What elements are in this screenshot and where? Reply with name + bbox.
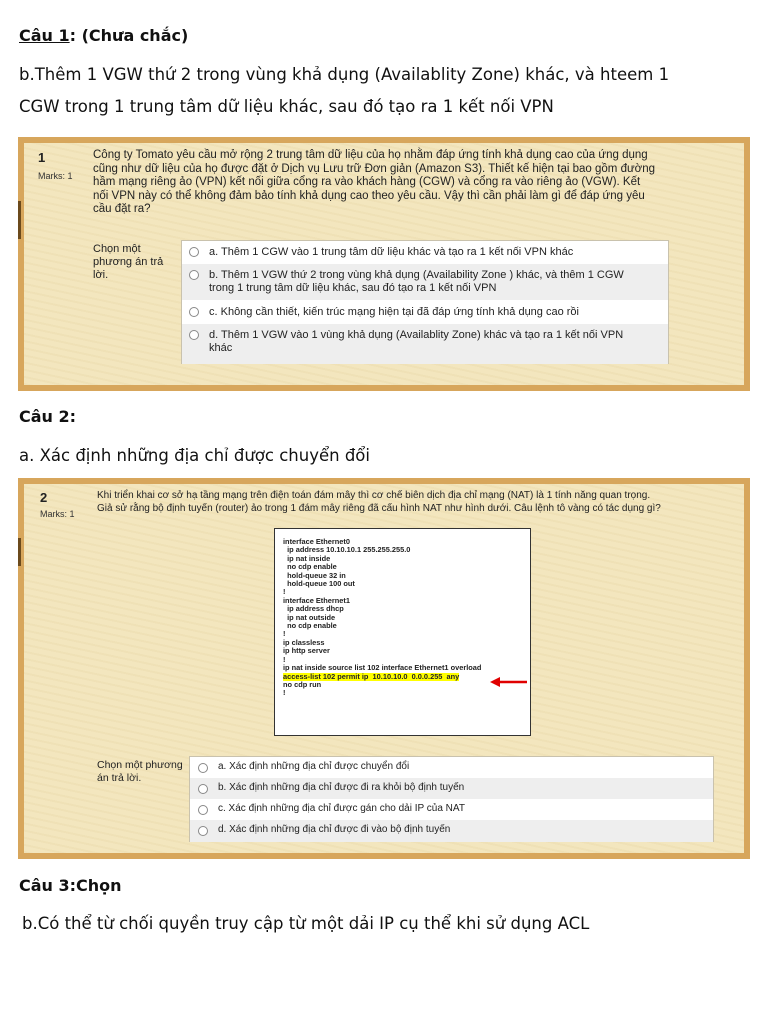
question-text-line: nối VPN này có thể không đảm bảo tính khả dụng cao theo yêu cầu. Vậy thì cần phải làm gì để đáp ứng yêu bbox=[93, 189, 645, 202]
q2-heading: Câu 2: bbox=[19, 407, 77, 426]
options-list bbox=[189, 756, 714, 842]
option-label-line: b. Thêm 1 VGW thứ 2 trong vùng khả dụng (Availability Zone ) khác, và thêm 1 CGW bbox=[209, 269, 624, 281]
answer-prompt-line: Chọn một phương bbox=[97, 759, 183, 771]
option-a[interactable] bbox=[182, 241, 668, 263]
question-text bbox=[93, 149, 655, 217]
answer-prompt bbox=[93, 243, 163, 282]
option-b[interactable] bbox=[182, 264, 668, 300]
code-line: interface Ethernet1 bbox=[283, 595, 350, 605]
option-label: a. Thêm 1 CGW vào 1 trung tâm dữ liệu khác và tạo ra 1 kết nối VPN khác bbox=[209, 246, 574, 258]
code-line: hold-queue 100 out bbox=[283, 579, 355, 589]
option-label-line: trong 1 trung tâm dữ liệu khác, sau đó tạo ra 1 kết nối VPN bbox=[209, 281, 497, 294]
code-line: no cdp enable bbox=[283, 621, 337, 631]
question-number: 2 bbox=[40, 490, 48, 505]
code-line: ip nat inside bbox=[283, 553, 331, 563]
q1-heading bbox=[19, 26, 188, 45]
code-line: ip address 10.10.10.1 255.255.255.0 bbox=[283, 545, 411, 555]
option-label bbox=[209, 329, 623, 354]
radio-button[interactable] bbox=[189, 270, 199, 280]
code-line: ip http server bbox=[283, 646, 330, 656]
answer-prompt bbox=[97, 759, 183, 785]
question-marks: Marks: 1 bbox=[38, 171, 73, 181]
option-label bbox=[209, 269, 624, 294]
option-c[interactable] bbox=[190, 799, 713, 820]
code-line: no cdp enable bbox=[283, 562, 337, 572]
question-text-line: hầm mạng riêng ảo (VPN) kết nối giữa cổng ra vào khách hàng (CGW) và cổng ra vào riêng ảo (VGW). Kết bbox=[93, 176, 641, 188]
radio-button[interactable] bbox=[189, 307, 199, 317]
option-label: d. Xác định những địa chỉ được đi vào bộ định tuyến bbox=[218, 824, 451, 835]
q2-answer: a. Xác định những địa chỉ được chuyển đổi bbox=[19, 446, 370, 465]
option-label: b. Xác định những địa chỉ được đi ra khỏi bộ định tuyến bbox=[218, 782, 465, 793]
question-marks: Marks: 1 bbox=[40, 509, 75, 519]
answer-prompt-line: phương án trả bbox=[93, 256, 164, 268]
option-label-line: khác bbox=[209, 341, 233, 354]
answer-prompt-line: Chọn một bbox=[93, 243, 141, 255]
code-line: ! bbox=[283, 629, 286, 639]
panel-left-marker bbox=[18, 201, 21, 239]
q1-heading-label: Câu 1 bbox=[19, 26, 70, 45]
q2-panel bbox=[18, 478, 750, 859]
radio-button[interactable] bbox=[198, 784, 208, 794]
answer-prompt-line: lời. bbox=[93, 269, 109, 281]
option-label: c. Xác định những địa chỉ được gán cho dải IP của NAT bbox=[218, 803, 465, 814]
code-line: ip nat outside bbox=[283, 612, 336, 622]
option-c[interactable] bbox=[182, 301, 668, 323]
nat-config-figure bbox=[274, 528, 531, 736]
option-b[interactable] bbox=[190, 778, 713, 799]
option-label: c. Không cần thiết, kiến trúc mạng hiện tại đã đáp ứng tính khả dụng cao rồi bbox=[209, 306, 579, 318]
q1-panel bbox=[18, 137, 750, 391]
code-line: interface Ethernet0 bbox=[283, 537, 350, 546]
radio-button[interactable] bbox=[198, 805, 208, 815]
q1-heading-rest: : (Chưa chắc) bbox=[69, 26, 189, 45]
radio-button[interactable] bbox=[198, 826, 208, 836]
q1-answer-line2: CGW trong 1 trung tâm dữ liệu khác, sau đó tạo ra 1 kết nối VPN bbox=[19, 97, 554, 116]
radio-button[interactable] bbox=[198, 763, 208, 773]
question-text-line: cũng như dữ liệu của họ được đặt ở Dịch vụ Lưu trữ Đơn giản (Amazon S3). Thiết kế hiện tại bao gồm đường bbox=[93, 162, 655, 175]
radio-button[interactable] bbox=[189, 247, 199, 257]
q3-answer: b.Có thể từ chối quyền truy cập từ một dải IP cụ thể khi sử dụng ACL bbox=[22, 914, 590, 933]
option-label-line: d. Thêm 1 VGW vào 1 vùng khả dụng (Availablity Zone) khác và tạo ra 1 kết nối VPN bbox=[209, 329, 624, 341]
radio-button[interactable] bbox=[189, 330, 199, 340]
option-d[interactable] bbox=[190, 820, 713, 842]
question-text-line: Khi triển khai cơ sở hạ tầng mạng trên điện toán đám mây thì cơ chế biên dịch địa chỉ mạng (NAT) là 1 tính năng quan trọng. bbox=[97, 490, 651, 501]
q3-heading: Câu 3:Chọn bbox=[19, 876, 122, 895]
code-line: ! bbox=[283, 587, 286, 597]
code-line: hold-queue 32 in bbox=[283, 570, 346, 580]
code-line: ip classless bbox=[283, 637, 325, 647]
code-line: no cdp run bbox=[283, 679, 322, 689]
code-line: ip nat inside source list 102 interface Ethernet1 overload bbox=[283, 663, 482, 673]
question-number: 1 bbox=[38, 150, 46, 165]
code-line: ! bbox=[283, 654, 286, 664]
question-text-line: Giả sử rằng bộ định tuyến (router) ảo trong 1 đám mây riêng đã cấu hình NAT như hình dưới. Câu lệnh tô vàng có tác dụng gì? bbox=[97, 502, 661, 514]
options-list bbox=[181, 240, 669, 364]
answer-prompt-line: án trả lời. bbox=[97, 772, 142, 784]
option-d[interactable] bbox=[182, 324, 668, 364]
option-label: a. Xác định những địa chỉ được chuyển đổi bbox=[218, 761, 410, 772]
q1-answer-line1: b.Thêm 1 VGW thứ 2 trong vùng khả dụng (Availablity Zone) khác, và hteem 1 bbox=[19, 65, 670, 84]
option-a[interactable] bbox=[190, 757, 713, 778]
panel-left-marker bbox=[18, 538, 21, 566]
code-line: ip address dhcp bbox=[283, 604, 344, 614]
question-text-line: Công ty Tomato yêu cầu mở rộng 2 trung tâm dữ liệu của họ nhằm đáp ứng tính khả dụng cao của ứng dụng bbox=[93, 149, 648, 161]
highlighted-code-line: access-list 102 permit ip 10.10.10.0 0.0.0.255 any bbox=[283, 671, 460, 681]
question-text bbox=[97, 490, 661, 515]
red-arrow-icon bbox=[490, 677, 528, 687]
code-line: ! bbox=[283, 688, 286, 698]
question-text-line: cầu đặt ra? bbox=[93, 203, 151, 215]
